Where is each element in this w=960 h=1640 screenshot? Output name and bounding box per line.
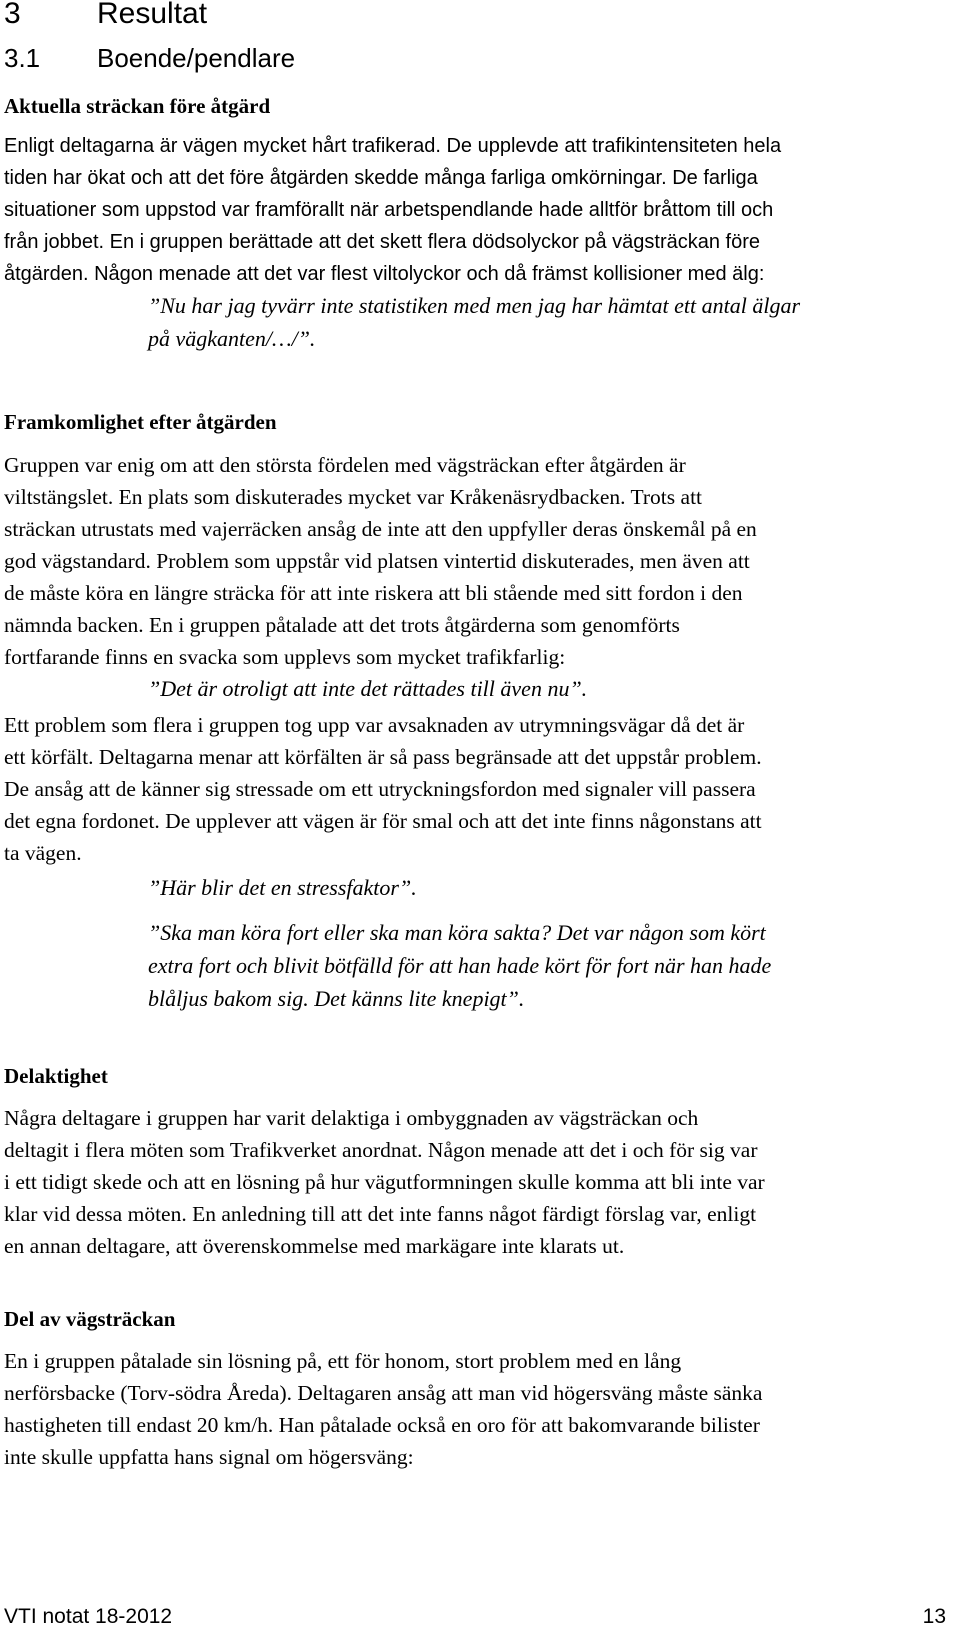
footer-report-id: VTI notat 18-2012 [4, 1605, 173, 1628]
quote-line: ”Nu har jag tyvärr inte statistiken med men jag har hämtat ett antal älgar [148, 293, 801, 318]
paragraph-line: situationer som uppstod var framförallt när arbetspendlande hade alltför bråttom till och [4, 199, 774, 221]
quote [148, 871, 417, 904]
paragraph-line: en annan deltagare, att överenskommelse med markägare inte klarats ut. [4, 1234, 625, 1258]
paragraph-line: deltagit i flera möten som Trafikverket anordnat. Någon menade att det i och för sig var [4, 1138, 758, 1162]
quote-line: blåljus bakom sig. Det känns lite knepigt”. [148, 986, 525, 1011]
paragraph [4, 449, 946, 673]
paragraph-line: En i gruppen påtalade sin lösning på, ett för honom, stort problem med en lång [4, 1349, 682, 1373]
paragraph-line: åtgärden. Någon menade att det var flest viltolyckor och då främst kollisioner med älg: [4, 263, 765, 285]
heading-2-number: 3.1 [4, 43, 41, 73]
quote-line: extra fort och blivit bötfälld för att han hade kört för fort när han hade [148, 953, 772, 978]
quote [148, 672, 587, 705]
paragraph-line: hastigheten till endast 20 km/h. Han påtalade också en oro för att bakomvarande bilister [4, 1413, 760, 1437]
footer-page-number: 13 [922, 1605, 946, 1628]
paragraph-line: från jobbet. En i gruppen berättade att det skett flera dödsolyckor på vägsträckan före [4, 231, 761, 253]
quote-line: på vägkanten/…/”. [148, 326, 316, 351]
paragraph-line: nämnda backen. En i gruppen påtalade att det trots åtgärderna som genomförts [4, 613, 680, 637]
paragraph-line: inte skulle uppfatta hans signal om högersväng: [4, 1445, 414, 1469]
section-heading: Del av vägsträckan [4, 1307, 176, 1331]
paragraph-line: tiden har ökat och att det före åtgärden skedde många farliga omkörningar. De farliga [4, 167, 758, 189]
quote-line: ”Här blir det en stressfaktor”. [148, 875, 417, 900]
paragraph-line: Ett problem som flera i gruppen tog upp var avsaknaden av utrymningsvägar då det är [4, 713, 745, 737]
paragraph-line: klar vid dessa möten. En anledning till att det inte fanns något färdigt förslag var, enligt [4, 1202, 757, 1226]
paragraph-line: god vägstandard. Problem som uppstår vid platsen vintertid diskuterades, men även att [4, 549, 750, 573]
paragraph-line: Enligt deltagarna är vägen mycket hårt trafikerad. De upplevde att trafikintensiteten hela [4, 135, 782, 157]
quote-line: ”Ska man köra fort eller ska man köra sakta? Det var någon som kört [148, 920, 766, 945]
paragraph [4, 130, 946, 290]
section-heading: Aktuella sträckan före åtgärd [4, 94, 271, 118]
paragraph-line: ta vägen. [4, 841, 82, 865]
section-heading: Delaktighet [4, 1064, 108, 1088]
paragraph-line: Några deltagare i gruppen har varit delaktiga i ombyggnaden av vägsträckan och [4, 1106, 699, 1130]
heading-level-1 [4, 0, 207, 34]
heading-level-2 [4, 40, 295, 76]
section-heading: Framkomlighet efter åtgärden [4, 410, 277, 434]
paragraph [4, 1345, 946, 1473]
quote-line: ”Det är otroligt att inte det rättades till även nu”. [148, 676, 588, 701]
paragraph-line: det egna fordonet. De upplever att vägen är för smal och att det inte finns någonstans att [4, 809, 762, 833]
heading-1-title: Resultat [97, 0, 208, 30]
paragraph-line: i ett tidigt skede och att en lösning på hur vägutformningen skulle komma att bli inte var [4, 1170, 765, 1194]
quote [148, 289, 800, 355]
paragraph-line: viltstängslet. En plats som diskuterades mycket var Kråkenäsrydbacken. Trots att [4, 485, 703, 509]
paragraph [4, 709, 946, 869]
paragraph-line: sträckan utrustats med vajerräcken ansåg de inte att den uppfyller deras önskemål på en [4, 517, 757, 541]
paragraph-line: de måste köra en längre sträcka för att inte riskera att bli stående med sitt fordon i den [4, 581, 743, 605]
quote [148, 916, 771, 1015]
heading-2-title: Boende/pendlare [97, 43, 296, 73]
heading-1-number: 3 [4, 0, 21, 30]
paragraph-line: ett körfält. Deltagarna menar att körfälten är så pass begränsade att det uppstår problem. [4, 745, 762, 769]
paragraph [4, 1102, 946, 1262]
paragraph-line: fortfarande finns en svacka som upplevs som mycket trafikfarlig: [4, 645, 566, 669]
paragraph-line: De ansåg att de känner sig stressade om ett utryckningsfordon med signaler vill passera [4, 777, 756, 801]
paragraph-line: nerförsbacke (Torv-södra Åreda). Deltagaren ansåg att man vid högersväng måste sänka [4, 1381, 763, 1405]
paragraph-line: Gruppen var enig om att den största fördelen med vägsträckan efter åtgärden är [4, 453, 686, 477]
